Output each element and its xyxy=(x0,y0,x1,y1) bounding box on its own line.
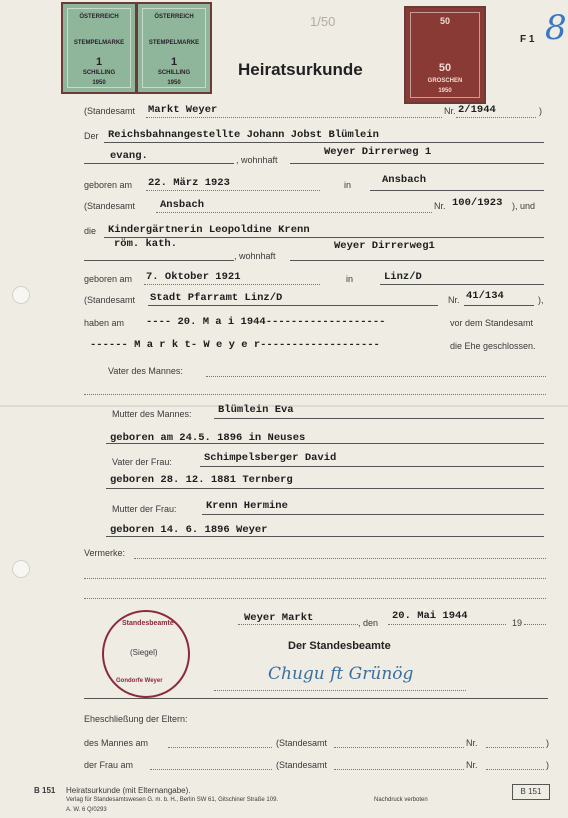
form-mark: F 1 xyxy=(520,34,535,45)
stamp-value: 50 xyxy=(438,62,452,74)
nr-label: Nr. xyxy=(444,106,456,116)
nr-label: Nr. xyxy=(448,295,460,305)
standesamt-value: Ansbach xyxy=(160,199,205,211)
vor-dem-standesamt: vor dem Standesamt xyxy=(450,318,534,328)
bracket: ) xyxy=(546,760,549,770)
document-title: Heiratsurkunde xyxy=(238,60,363,79)
stamp-country: ÖSTERREICH xyxy=(79,14,119,20)
mother-of-groom-name: Blümlein Eva xyxy=(218,404,294,416)
reprint-notice: Nachdruck verboten xyxy=(374,797,428,803)
in-label: in xyxy=(346,274,354,284)
year-prefix: 19 xyxy=(512,618,523,628)
seal-top-text: Standesbeamte xyxy=(122,620,174,627)
ehe-geschlossen: die Ehe geschlossen. xyxy=(450,341,536,351)
bracket: ) xyxy=(546,738,549,748)
registrar-signature: Chugu ft Grünög xyxy=(268,664,414,684)
bride-birthplace: Linz/D xyxy=(384,271,422,283)
born-label: geboren am xyxy=(84,274,133,284)
standesamt-label: (Standesamt xyxy=(84,201,136,211)
punch-hole xyxy=(12,286,30,304)
stamp-label: STEMPELMARKE xyxy=(73,40,125,46)
bride-birthdate: 7. Oktober 1921 xyxy=(146,271,241,283)
register-number: 41/134 xyxy=(466,290,504,302)
stamp-year: 1950 xyxy=(438,88,452,94)
die-label: die xyxy=(84,226,97,236)
father-of-bride-birth: geboren 28. 12. 1881 Ternberg xyxy=(110,474,293,486)
registrar-title: Der Standesbeamte xyxy=(288,640,391,652)
marriage-place: ------ M a r k t- W e y e r------------------- xyxy=(90,339,380,351)
bride-name: Kindergärtnerin Leopoldine Krenn xyxy=(108,224,310,236)
publisher-line: Verlag für Standesamtswesen G. m. b. H., Berlin SW 61, Gitschiner Straße 109. xyxy=(66,797,279,803)
husband-date-label: des Mannes am xyxy=(84,738,149,748)
mother-of-bride-birth: geboren 14. 6. 1896 Weyer xyxy=(110,524,268,536)
der-label: Der xyxy=(84,131,99,141)
marriage-date: ---- 20. M a i 1944------------------- xyxy=(146,316,386,328)
issue-place: Weyer Markt xyxy=(244,612,314,624)
stamp-unit: SCHILLING xyxy=(82,70,116,76)
standesamt-label: (Standesamt xyxy=(84,106,136,116)
bracket: ) xyxy=(539,106,542,116)
mother-of-bride-name: Krenn Hermine xyxy=(206,500,288,512)
in-label: in xyxy=(344,180,352,190)
bracket: ), xyxy=(538,295,544,305)
stamp-value: 1 xyxy=(95,56,103,68)
groom-birthdate: 22. März 1923 xyxy=(148,177,230,189)
stamp-country: ÖSTERREICH xyxy=(154,14,194,20)
stamp-unit: SCHILLING xyxy=(157,70,191,76)
father-of-groom-label: Vater des Mannes: xyxy=(108,366,183,376)
parents-marriage-heading: Eheschließung der Eltern: xyxy=(84,714,188,724)
stamp-label: STEMPELMARKE xyxy=(148,40,200,46)
handwritten-number: 8 xyxy=(545,8,567,48)
form-title: Heiratsurkunde (mit Elternangabe). xyxy=(66,786,191,795)
wife-date-label: der Frau am xyxy=(84,760,134,770)
nr-label: Nr. xyxy=(434,201,446,211)
register-number: 100/1923 xyxy=(452,197,503,209)
standesamt-label: (Standesamt xyxy=(276,760,328,770)
mother-of-bride-label: Mutter der Frau: xyxy=(112,504,177,514)
revenue-stamp-1-schilling xyxy=(61,2,137,94)
form-code: B 151 xyxy=(34,786,56,795)
father-of-bride-label: Vater der Frau: xyxy=(112,457,172,467)
groom-birthplace: Ansbach xyxy=(382,174,427,186)
stamp-value: 1 xyxy=(170,56,178,68)
register-number: 2/1944 xyxy=(458,104,496,116)
groom-name: Reichsbahnangestellte Johann Jobst Blümlein xyxy=(108,129,379,141)
den-label: , den xyxy=(358,618,379,628)
standesamt-value: Stadt Pfarramt Linz/D xyxy=(150,292,283,304)
seal-bottom-text: Gondorfe Weyer xyxy=(116,678,163,684)
nr-label: Nr. xyxy=(466,738,478,748)
punch-hole xyxy=(12,560,30,578)
stamp-unit: GROSCHEN xyxy=(427,78,463,84)
form-code-box: B 151 xyxy=(512,784,550,800)
haben-label: haben am xyxy=(84,318,125,328)
bride-residence: Weyer Dirrerweg1 xyxy=(334,240,435,252)
stamp-year: 1950 xyxy=(92,80,106,86)
groom-residence: Weyer Dirrerweg 1 xyxy=(324,146,432,158)
wohnhaft-label: , wohnhaft xyxy=(236,155,278,165)
seal-placeholder: (Siegel) xyxy=(130,648,158,657)
issue-date: 20. Mai 1944 xyxy=(392,610,468,622)
standesamt-label: (Standesamt xyxy=(276,738,328,748)
revenue-stamp-50-groschen xyxy=(404,6,486,104)
bride-religion: röm. kath. xyxy=(114,238,178,250)
form-reference: A. W. 6 Q/0293 xyxy=(66,807,107,813)
handwritten-note: 1/50 xyxy=(310,14,336,29)
standesamt-value: Markt Weyer xyxy=(148,104,218,116)
mother-of-groom-birth: geboren am 24.5. 1896 in Neuses xyxy=(110,432,306,444)
remarks-label: Vermerke: xyxy=(84,548,126,558)
groom-religion: evang. xyxy=(110,150,148,162)
revenue-stamp-1-schilling xyxy=(136,2,212,94)
born-label: geboren am xyxy=(84,180,133,190)
nr-label: Nr. xyxy=(466,760,478,770)
mother-of-groom-label: Mutter des Mannes: xyxy=(112,409,192,419)
official-seal xyxy=(102,610,190,698)
bracket: ), und xyxy=(512,201,536,211)
stamp-value: 50 xyxy=(439,16,450,26)
father-of-bride-name: Schimpelsberger David xyxy=(204,452,337,464)
standesamt-label: (Standesamt xyxy=(84,295,136,305)
wohnhaft-label: , wohnhaft xyxy=(234,251,276,261)
stamp-year: 1950 xyxy=(167,80,181,86)
